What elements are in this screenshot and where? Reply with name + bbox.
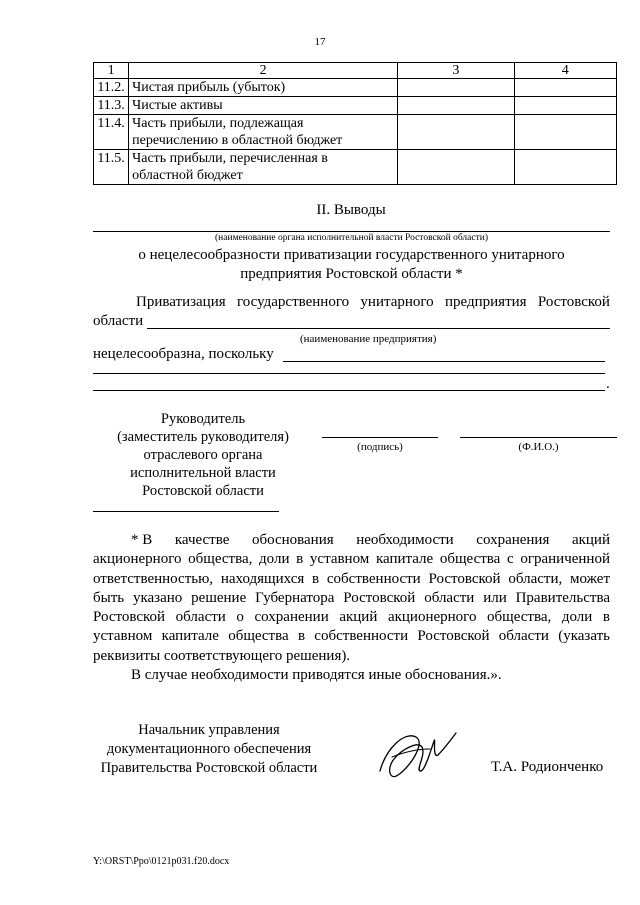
organ-name-line [93,231,610,232]
header-cell: 4 [514,63,616,79]
subject-heading: о нецелесообразности приватизации государственного унитарного предприятия Ростовской области * [138,247,565,282]
privatization-first-line: Приватизация государственного унитарного предприятия Ростовской [136,294,610,310]
header-cell: 2 [129,63,398,79]
file-path: Y:\ORST\Ppo\0121p031.f20.docx [93,856,230,867]
row-value [398,79,514,97]
row-number: 11.2. [94,79,129,97]
head-signatory-block: Руководитель (заместитель руководителя) отраслевого органа исполнительной власти Ростовской области [117,411,289,499]
chief-title-block: Начальник управления документационного обеспечения Правительства Ростовской области [100,722,318,776]
handwritten-signature [372,719,464,789]
row-label: Часть прибыли, подлежащая перечислению в областной бюджет [129,115,398,150]
footnote-first-line: * В качестве обоснования необходимости сохранения акций [131,532,610,548]
indicators-table [93,62,617,185]
inexpedient-text: нецелесообразна, поскольку [93,346,274,362]
row-value [514,79,616,97]
signature-line [322,437,438,438]
row-label: Чистая прибыль (убыток) [129,79,398,97]
row-value [398,150,514,185]
row-number: 11.5. [94,150,129,185]
row-value [398,97,514,115]
end-dot: . [606,376,610,392]
fio-line [460,437,617,438]
reason-line-2 [93,373,605,374]
fio-caption: (Ф.И.О.) [518,441,559,453]
table-row [94,115,617,150]
footnote-text: * В качестве обоснования необходимости сохранения акций акционерного общества, доли в уставном капитале общества с ограниченной ответственностью, находящихся в собственности Ростовской области, может быть указано решение Губернатора Ростовской области или Правительства Ростовской области о сохранении акций акционерного общества, доли в уставном капитале общества в собственности Ростовской области (указать реквизиты соответствующего решения). В случае необходимости приводятся иные обоснования.». [93,532,610,684]
organ-caption: (наименование органа исполнительной власти Ростовской области) [215,233,488,243]
table-header-row [94,63,617,79]
row-value [514,115,616,150]
chief-name: Т.А. Родионченко [491,759,604,775]
table-row [94,79,617,97]
row-number: 11.4. [94,115,129,150]
reason-line-3 [93,390,605,391]
header-cell: 1 [94,63,129,79]
enterprise-name-line [147,328,610,329]
page-number: 17 [314,36,326,48]
row-value [514,150,616,185]
reason-line-1 [283,361,605,362]
oblasti-word: области [93,313,144,329]
row-value [514,97,616,115]
row-value [398,115,514,150]
table-row [94,97,617,115]
footnote-separator [93,511,279,512]
enterprise-caption: (наименование предприятия) [300,333,437,345]
section-title: II. Выводы [316,202,386,218]
row-label: Часть прибыли, перечисленная в областной бюджет [129,150,398,185]
signature-caption: (подпись) [357,441,403,453]
row-number: 11.3. [94,97,129,115]
header-cell: 3 [398,63,514,79]
row-label: Чистые активы [129,97,398,115]
table-row [94,150,617,185]
